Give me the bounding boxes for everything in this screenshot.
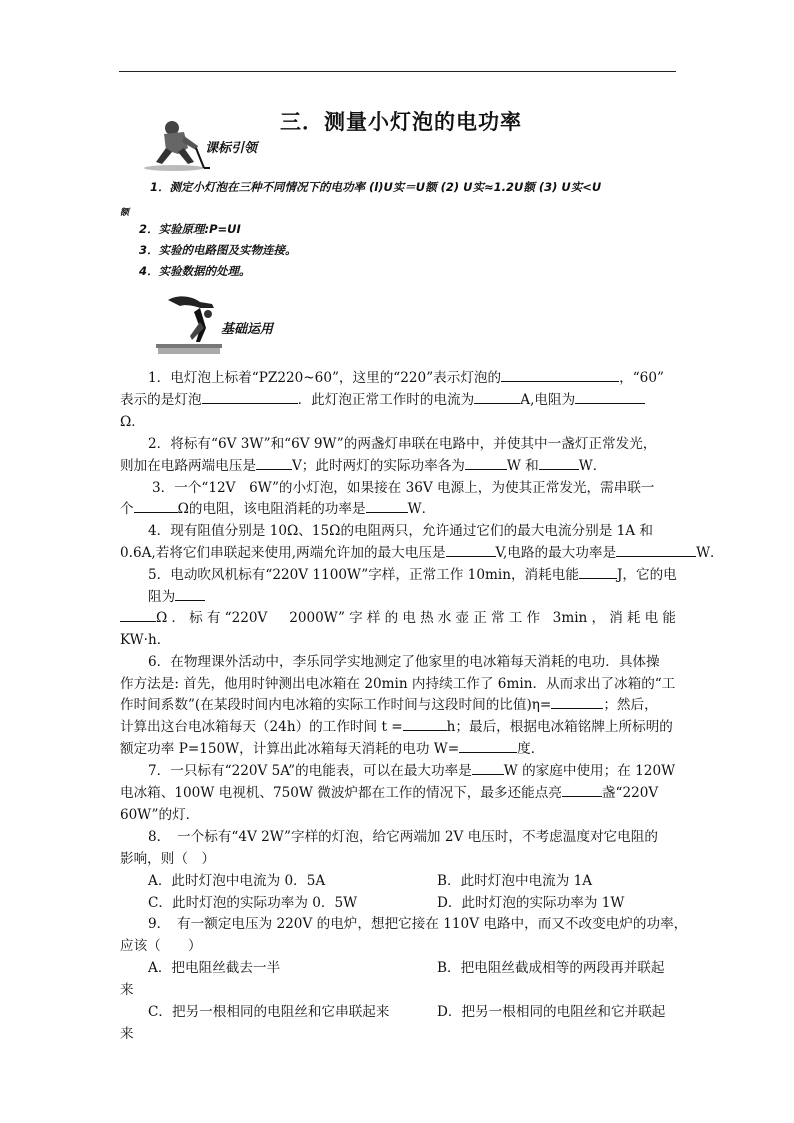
q2-line2: 则加在电路两端电压是 V；此时两灯的实际功率各为 W 和 W． (120, 455, 606, 477)
q6-blank-2[interactable] (403, 716, 447, 731)
q3-line1: 3．一个“12V 6W”的小灯泡，如果接在 36V 电源上，为使其正常发光，需串联一 (152, 480, 655, 496)
gymnast-image (156, 292, 222, 354)
q5-blank-1[interactable] (579, 564, 617, 579)
q2-blank-1[interactable] (256, 455, 292, 470)
q4-line1: 4．现有阻值分别是 10Ω、15Ω的电阻两只，允许通过它们的最大电流分别是 1A 和 (148, 523, 654, 539)
q3-blank-1[interactable] (134, 498, 178, 513)
q7-line2: 电冰箱、100W 电视机、750W 微波炉都在工作的情况下，最多还能点亮 盏“220V (120, 782, 658, 804)
q9-option-a[interactable]: A．把电阻丝截去一半 (148, 960, 281, 976)
q5-line2: 阻为 (148, 586, 205, 608)
q9-line1: 9． 有一额定电压为 220V 的电炉，想把它接在 110V 电路中，而又不改变电炉的功率， (148, 916, 688, 932)
q5-line3: Ω．标有“220V 2000W”字样的电热水壶正常工作 3min，消耗电能 (120, 607, 676, 629)
q5-blank-3[interactable] (120, 607, 156, 622)
q1-blank-4[interactable] (575, 389, 645, 404)
page-title: 三．测量小灯泡的电功率 (280, 110, 522, 134)
q8-option-d[interactable]: D．此时灯泡的实际功率为 1W (437, 895, 625, 911)
q6-line1: 6．在物理课外活动中，李乐同学实地测定了他家里的电冰箱每天消耗的电功．具体操 (148, 654, 660, 670)
q6-blank-1[interactable] (551, 694, 603, 709)
q1-line3: Ω． (120, 414, 145, 430)
q1-blank-1[interactable] (501, 367, 619, 382)
objective-1-cont: 额 (120, 208, 130, 218)
q1-line1: 1．电灯泡上标着“PZ220~60”，这里的“220”表示灯泡的 ，“60” (148, 367, 664, 389)
q1-blank-3[interactable] (474, 389, 520, 404)
q8-option-b[interactable]: B．此时灯泡中电流为 1A (437, 873, 593, 889)
q4-line2: 0.6A,若将它们串联起来使用,两端允许加的最大电压是 V,电路的最大功率是 W． (120, 542, 724, 564)
q7-blank-2[interactable] (562, 782, 602, 797)
q4-blank-1[interactable] (446, 542, 496, 557)
q6-blank-3[interactable] (459, 738, 517, 753)
q8-option-c[interactable]: C．此时灯泡的实际功率为 0．5W (148, 895, 358, 911)
hockey-player-image (138, 118, 210, 174)
q9-option-b[interactable]: B．把电阻丝截成相等的两段再并联起 (437, 960, 665, 976)
objective-4: 4．实验数据的处理。 (139, 264, 251, 278)
q7-line1: 7．一只标有“220V 5A”的电能表，可以在最大功率是 W 的家庭中使用；在 120W (148, 760, 675, 782)
q3-blank-2[interactable] (366, 498, 408, 513)
q5-blank-2[interactable] (175, 586, 205, 601)
q9-option-d[interactable]: D．把另一根相同的电阻丝和它并联起 (437, 1004, 666, 1020)
q9-line2: 应该（ ） (120, 938, 202, 954)
q6-line4: 计算出这台电冰箱每天（24h）的工作时间 t = h；最后，根据电冰箱铭牌上所标明的 (120, 716, 673, 738)
objective-3: 3．实验的电路图及实物连接。 (139, 243, 297, 257)
q9-option-c[interactable]: C．把另一根相同的电阻丝和它串联起来 (148, 1004, 390, 1020)
section-title-practice: 基础运用 (221, 322, 274, 337)
q3-line2: 个 Ω的电阻，该电阻消耗的功率是 W． (120, 498, 435, 520)
q5-line4: KW·h． (120, 632, 171, 648)
objective-1: 1．测定小灯泡在三种不同情况下的电功率 (l)U实＝U额 (2) U实≈1.2U额 (3) U实<U (150, 180, 602, 194)
q9-option-b-cont: 来 (120, 982, 134, 998)
q2-blank-3[interactable] (539, 455, 579, 470)
q7-blank-1[interactable] (472, 760, 504, 775)
q8-option-a[interactable]: A．此时灯泡中电流为 0．5A (148, 873, 326, 889)
q4-blank-2[interactable] (616, 542, 696, 557)
q2-blank-2[interactable] (465, 455, 507, 470)
q6-line3: 作时间系数”(在某段时间内电冰箱的实际工作时间与这段时间的比值)η= ；然后， (120, 694, 658, 716)
header-rule (119, 71, 676, 72)
q1-line2: 表示的是灯泡 ．此灯泡正常工作时的电流为 A,电阻为 (120, 389, 645, 411)
q6-line5: 额定功率 P=150W，计算出此冰箱每天消耗的电功 W= 度． (120, 738, 544, 760)
section-title-guide: 课标引领 (205, 141, 258, 156)
objective-2: 2．实验原理:P=UI (139, 222, 241, 236)
q9-option-d-cont: 来 (120, 1026, 134, 1042)
q8-line2: 影响，则（ ） (120, 851, 216, 867)
q8-line1: 8． 一个标有“4V 2W”字样的灯泡，给它两端加 2V 电压时，不考虑温度对它电阻的 (148, 829, 658, 845)
q2-line1: 2．将标有“6V 3W”和“6V 9W”的两盏灯串联在电路中，并使其中一盏灯正常发光， (148, 436, 657, 452)
q5-line1: 5．电动吹风机标有“220V 1100W”字样，正常工作 10min，消耗电能 J，它的电 (148, 564, 677, 586)
q1-blank-2[interactable] (202, 389, 298, 404)
q7-line3: 60W”的灯． (120, 807, 200, 823)
q6-line2: 作方法是: 首先，他用时钟测出电冰箱在 20min 内持续工作了 6min．从而求出了冰箱的“工 (120, 676, 676, 692)
